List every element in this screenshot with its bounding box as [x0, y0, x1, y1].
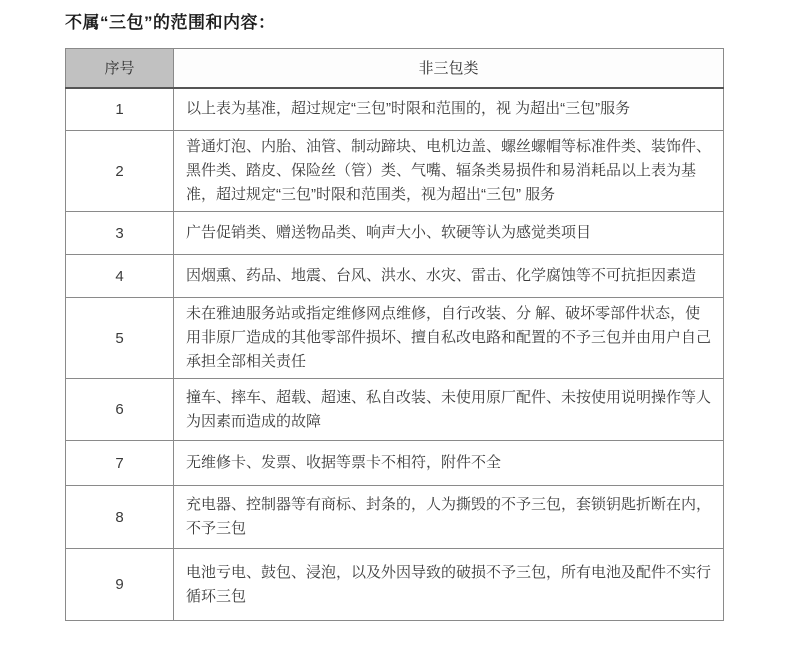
row-number-cell: 2: [66, 131, 174, 212]
row-number-cell: 7: [66, 441, 174, 486]
row-number-cell: 5: [66, 298, 174, 379]
row-content-cell: 撞车、摔车、超载、超速、私自改装、未使用原厂配件、未按使用说明操作等人为因素而造成的故障: [174, 379, 724, 441]
col-header-category: 非三包类: [174, 49, 724, 88]
col-header-index: 序号: [66, 49, 174, 88]
table-row: [66, 298, 724, 379]
row-content-cell: 以上表为基准，超过规定“三包”时限和范围的，视 为超出“三包”服务: [174, 88, 724, 131]
table-row: [66, 131, 724, 212]
table-header-row: [66, 49, 724, 88]
row-content-cell: 充电器、控制器等有商标、封条的，人为撕毁的不予三包，套锁钥匙折断在内，不予三包: [174, 486, 724, 549]
table-row: [66, 486, 724, 549]
row-number-cell: 9: [66, 549, 174, 621]
table-row: [66, 441, 724, 486]
row-number-cell: 6: [66, 379, 174, 441]
row-number-cell: 1: [66, 88, 174, 131]
warranty-exclusions-table: [65, 48, 724, 621]
row-content-cell: 因烟熏、药品、地震、台风、洪水、水灾、雷击、化学腐蚀等不可抗拒因素造: [174, 255, 724, 298]
row-number-cell: 4: [66, 255, 174, 298]
row-number-cell: 3: [66, 212, 174, 255]
row-number-cell: 8: [66, 486, 174, 549]
table-row: [66, 255, 724, 298]
row-content-cell: 普通灯泡、内胎、油管、制动蹄块、电机边盖、螺丝螺帽等标准件类、装饰件、黑件类、踏皮、保险丝（管）类、气嘴、辐条类易损件和易消耗品以上表为基准，超过规定“三包”时限和范围类，视为超出“三包” 服务: [174, 131, 724, 212]
table-row: [66, 549, 724, 621]
row-content-cell: 未在雅迪服务站或指定维修网点维修，自行改装、分 解、破坏零部件状态，使用非原厂造成的其他零部件损坏、擅自私改电路和配置的不予三包并由用户自己承担全部相关责任: [174, 298, 724, 379]
row-content-cell: 无维修卡、发票、收据等票卡不相符，附件不全: [174, 441, 724, 486]
table-row: [66, 379, 724, 441]
table-row: [66, 88, 724, 131]
row-content-cell: 广告促销类、赠送物品类、响声大小、软硬等认为感觉类项目: [174, 212, 724, 255]
page-title: 不属“三包”的范围和内容：: [65, 13, 276, 32]
row-content-cell: 电池亏电、鼓包、浸泡，以及外因导致的破损不予三包，所有电池及配件不实行循环三包: [174, 549, 724, 621]
table-row: [66, 212, 724, 255]
